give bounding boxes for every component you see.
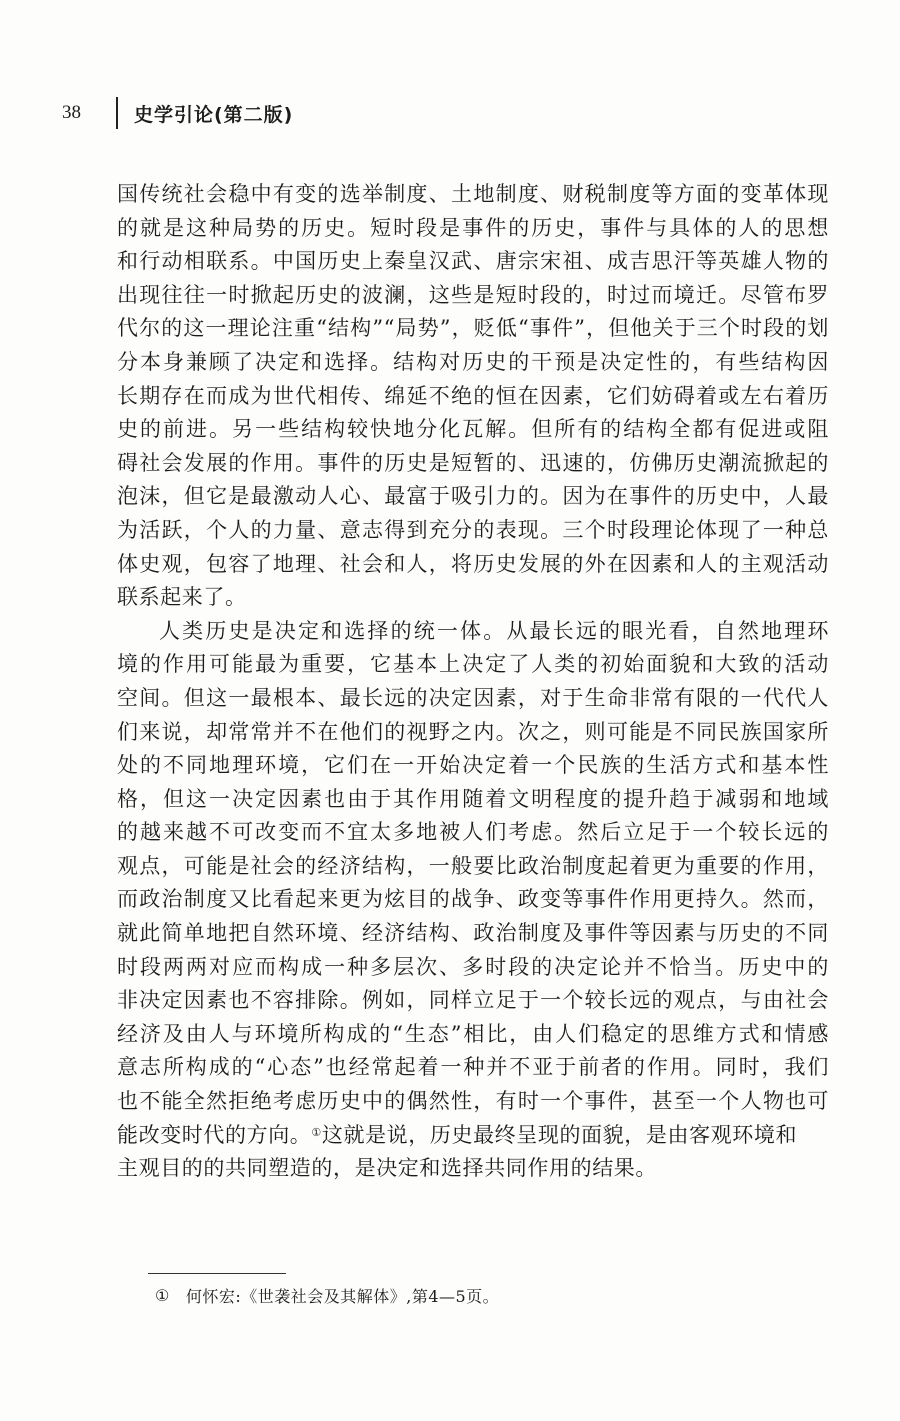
text-line: 主观目的的共同塑造的，是决定和选择共同作用的结果。 (117, 1156, 657, 1181)
text-line: 而政治制度又比看起来更为炫目的战争、政变等事件作用更持久。然而， (117, 887, 829, 912)
text-line: 为活跃，个人的力量、意志得到充分的表现。三个时段理论体现了一种总 (117, 517, 829, 542)
text-line: 出现往往一时掀起历史的波澜，这些是短时段的，时过而境迁。尽管布罗 (117, 282, 829, 307)
footnote-reference[interactable]: ① (311, 1125, 322, 1139)
text-line: 体史观，包容了地理、社会和人，将历史发展的外在因素和人的主观活动 (117, 551, 829, 576)
text-line: 联系起来了。 (117, 585, 247, 610)
footnote-text: 何怀宏:《世袭社会及其解体》,第4—5页。 (185, 1287, 500, 1306)
footnote (155, 1284, 499, 1307)
text-segment: 能改变时代的方向。 (117, 1122, 312, 1147)
text-line: 国传统社会稳中有变的选举制度、土地制度、财税制度等方面的变革体现 (117, 182, 829, 206)
text-line: 的就是这种局势的历史。短时段是事件的历史，事件与具体的人的思想 (117, 215, 829, 240)
body-text (117, 178, 829, 1186)
text-line: 碍社会发展的作用。事件的历史是短暂的、迅速的，仿佛历史潮流掀起的 (117, 450, 829, 475)
text-line: 泡沫，但它是最激动人心、最富于吸引力的。因为在事件的历史中，人最 (117, 484, 829, 509)
running-head (62, 96, 293, 130)
text-line: 意志所构成的“心态”也经常起着一种并不亚于前者的作用。同时，我们 (117, 1055, 829, 1080)
footnote-divider (148, 1273, 286, 1274)
text-line: 分本身兼顾了决定和选择。结构对历史的干预是决定性的，有些结构因 (117, 349, 829, 374)
page-number: 38 (62, 102, 81, 123)
text-line: 史的前进。另一些结构较快地分化瓦解。但所有的结构全都有促进或阻 (117, 417, 829, 442)
text-line-with-note (117, 1119, 829, 1153)
text-line: 空间。但这一最根本、最长远的决定因素，对于生命非常有限的一代代人 (117, 685, 829, 710)
footnote-marker: ① (155, 1286, 170, 1305)
text-line: 观点，可能是社会的经济结构，一般要比政治制度起着更为重要的作用， (117, 853, 829, 878)
book-title: 史学引论(第二版) (134, 103, 294, 126)
text-line: 格，但这一决定因素也由于其作用随着文明程度的提升趋于减弱和地域 (117, 786, 829, 811)
text-line: 们来说，却常常并不在他们的视野之内。次之，则可能是不同民族国家所 (117, 719, 829, 744)
text-line: 也不能全然拒绝考虑历史中的偶然性，有时一个事件，甚至一个人物也可 (117, 1089, 829, 1114)
text-line: 时段两两对应而构成一种多层次、多时段的决定论并不恰当。历史中的 (117, 954, 829, 979)
text-line: 处的不同地理环境，它们在一开始决定着一个民族的生活方式和基本性 (117, 753, 829, 778)
header-divider (116, 97, 118, 129)
text-segment: 这就是说，历史最终呈现的面貌，是由客观环境和 (321, 1122, 798, 1147)
text-line: 就此简单地把自然环境、经济结构、政治制度及事件等因素与历史的不同 (117, 921, 829, 946)
text-line: 非决定因素也不容排除。例如，同样立足于一个较长远的观点，与由社会 (117, 988, 829, 1013)
text-line: 经济及由人与环境所构成的“生态”相比，由人们稳定的思维方式和情感 (117, 1021, 829, 1046)
text-line: 的越来越不可改变而不宜太多地被人们考虑。然后立足于一个较长远的 (117, 820, 829, 845)
paragraph-first-line: 人类历史是决定和选择的统一体。从最长远的眼光看，自然地理环 (159, 618, 829, 643)
text-line: 和行动相联系。中国历史上秦皇汉武、唐宗宋祖、成吉思汗等英雄人物的 (117, 249, 829, 274)
text-line: 代尔的这一理论注重“结构”“局势”，贬低“事件”，但他关于三个时段的划 (117, 316, 829, 341)
text-line: 长期存在而成为世代相传、绵延不绝的恒在因素，它们妨碍着或左右着历 (117, 383, 829, 408)
text-line: 境的作用可能最为重要，它基本上决定了人类的初始面貌和大致的活动 (117, 652, 829, 677)
